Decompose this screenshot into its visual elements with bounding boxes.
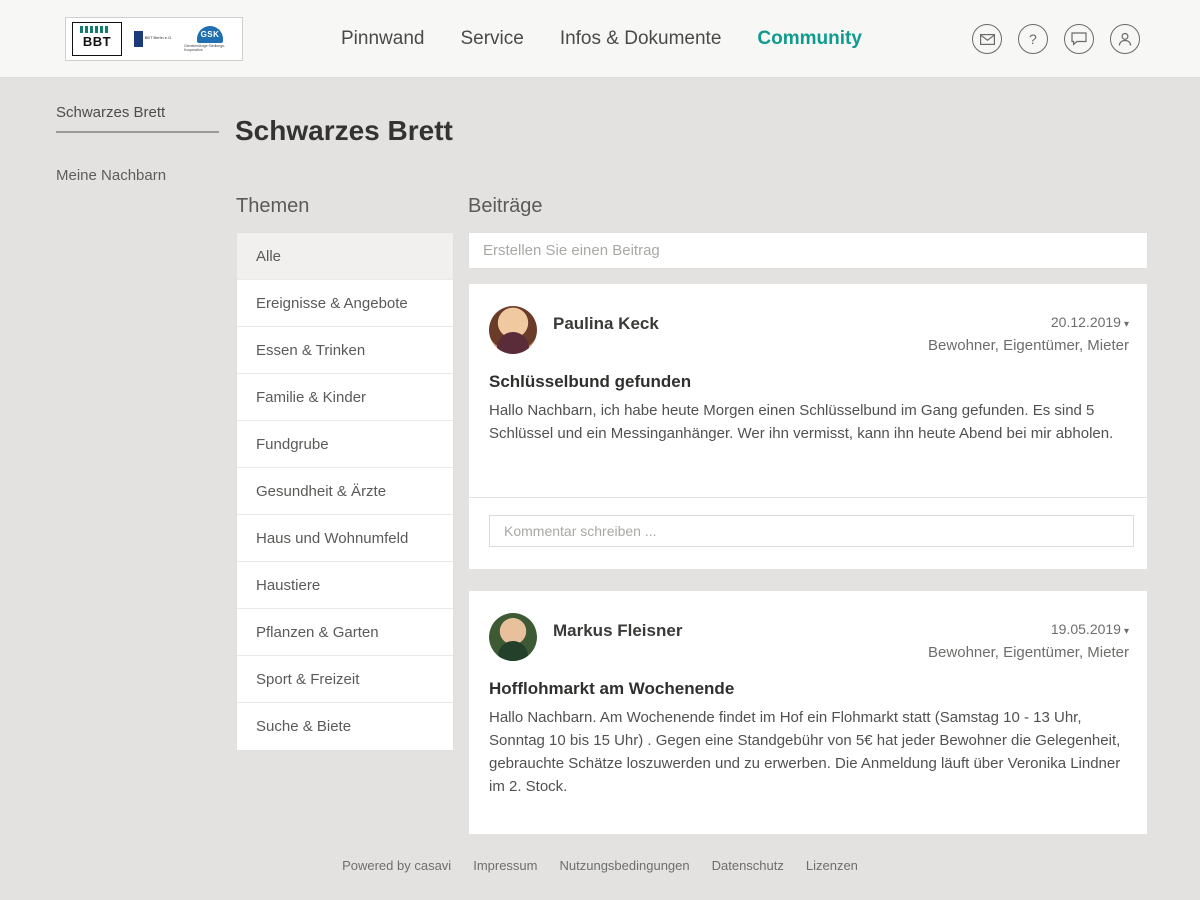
post-date[interactable]	[1051, 314, 1129, 330]
comment-section	[468, 498, 1148, 570]
footer-link-impressum[interactable]: Impressum	[473, 858, 538, 873]
post-title: Schlüsselbund gefunden	[489, 372, 692, 391]
help-icon[interactable]	[1018, 24, 1048, 54]
nav-item-infos-dokumente[interactable]: Infos & Dokumente	[559, 27, 722, 49]
gsk-logo-icon	[184, 22, 236, 56]
avatar	[489, 613, 537, 661]
post-body: Hallo Nachbarn. Am Wochenende findet im Hof ein Flohmarkt statt (Samstag 10 - 13 Uhr, Sonntag 10 bis 15 Uhr) . Gegen eine Standgebühr von 5€ hat jeder Bewohner die Gelegenheit, gebrauchte Schätze loszuwerden und zu erwerben. Die Anmeldung läuft über Veronika Lindner im 2. Stock.	[489, 709, 1121, 795]
topic-item-familie-kinder[interactable]: Familie & Kinder	[237, 374, 453, 421]
nav-item-community[interactable]: Community	[757, 27, 862, 49]
comment-input[interactable]: Kommentar schreiben ...	[489, 515, 1134, 547]
bbt-logo-text: BBT	[82, 34, 112, 49]
avatar	[489, 306, 537, 354]
posts-heading: Beiträge	[468, 195, 543, 217]
footer-link-datenschutz[interactable]: Datenschutz	[711, 858, 784, 873]
chat-icon[interactable]	[1064, 24, 1094, 54]
nav-item-service[interactable]: Service	[460, 27, 524, 49]
sidebar-item-label: Schwarzes Brett	[56, 104, 166, 121]
footer-powered-by: Powered by casavi	[342, 858, 452, 873]
post-card	[468, 590, 1148, 835]
sidebar-item-label: Meine Nachbarn	[56, 167, 167, 184]
chevron-down-icon[interactable]: ▾	[1123, 626, 1129, 637]
post-body: Hallo Nachbarn, ich habe heute Morgen einen Schlüsselbund im Gang gefunden. Es sind 5 Schlüssel und ein Messinganhänger. Wer ihn vermisst, kann ihn heute Abend bei mir abholen.	[489, 402, 1114, 442]
bbt-logo-icon	[72, 22, 122, 56]
footer-link-nutzungsbedingungen[interactable]: Nutzungsbedingungen	[559, 858, 690, 873]
post-author: Markus Fleisner	[553, 621, 683, 640]
mail-icon[interactable]	[972, 24, 1002, 54]
topic-item-suche-biete[interactable]: Suche & Biete	[237, 703, 453, 750]
gsk-logo-text: GSK	[200, 29, 220, 39]
topic-item-alle[interactable]: Alle	[237, 233, 453, 280]
topic-item-fundgrube[interactable]: Fundgrube	[237, 421, 453, 468]
top-header	[0, 0, 1200, 78]
sidebar-item-schwarzes-brett[interactable]	[56, 104, 219, 133]
post-date-text: 20.12.2019	[1050, 314, 1121, 330]
footer-link-lizenzen[interactable]: Lizenzen	[805, 858, 858, 873]
brand-logos[interactable]	[65, 17, 243, 61]
topics-heading: Themen	[236, 195, 310, 217]
post-date[interactable]	[1051, 621, 1129, 637]
svg-text:?: ?	[1029, 31, 1037, 47]
user-icon[interactable]	[1110, 24, 1140, 54]
topic-item-haus-und-wohnumfeld[interactable]: Haus und Wohnumfeld	[237, 515, 453, 562]
chevron-down-icon[interactable]: ▾	[1123, 319, 1129, 330]
post-card	[468, 283, 1148, 498]
topic-item-pflanzen-garten[interactable]: Pflanzen & Garten	[237, 609, 453, 656]
post-title: Hofflohmarkt am Wochenende	[489, 679, 735, 698]
post-date-text: 19.05.2019	[1050, 621, 1121, 637]
partner-logo-icon	[130, 23, 176, 55]
page-title: Schwarzes Brett	[235, 115, 453, 146]
main-navigation	[341, 28, 862, 50]
topic-item-ereignisse-angebote[interactable]: Ereignisse & Angebote	[237, 280, 453, 327]
topic-item-sport-freizeit[interactable]: Sport & Freizeit	[237, 656, 453, 703]
header-icon-group	[972, 24, 1140, 54]
footer	[0, 858, 1200, 873]
topic-item-haustiere[interactable]: Haustiere	[237, 562, 453, 609]
post-roles: Bewohner, Eigentümer, Mieter	[928, 644, 1129, 661]
post-author: Paulina Keck	[553, 314, 659, 333]
left-sidebar	[56, 104, 226, 194]
sidebar-item-meine-nachbarn[interactable]	[56, 167, 226, 194]
post-roles: Bewohner, Eigentümer, Mieter	[928, 337, 1129, 354]
topic-item-essen-trinken[interactable]: Essen & Trinken	[237, 327, 453, 374]
topic-item-gesundheit-aerzte[interactable]: Gesundheit & Ärzte	[237, 468, 453, 515]
topics-list	[236, 232, 454, 751]
partner-logo-text: BBT Berlin e.G.	[144, 35, 173, 41]
create-post-input[interactable]: Erstellen Sie einen Beitrag	[468, 232, 1148, 269]
nav-item-pinnwand[interactable]: Pinnwand	[341, 27, 425, 49]
gsk-logo-sub: Gemeinnützige Siedlungs-Kooperative	[184, 43, 226, 52]
